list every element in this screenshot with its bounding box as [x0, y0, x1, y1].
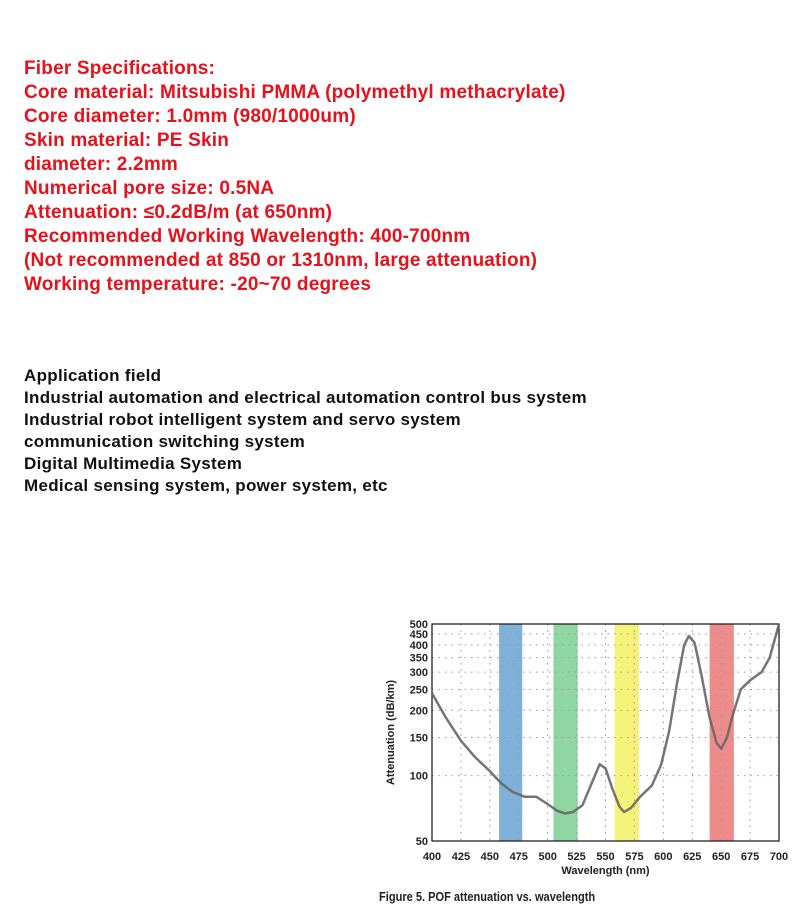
spec-line: Core material: Mitsubishi PMMA (polymethyl methacrylate) — [24, 82, 566, 103]
spec-line: Numerical pore size: 0.5NA — [24, 178, 275, 199]
spec-line: diameter: 2.2mm — [24, 154, 179, 175]
application-line: Digital Multimedia System — [24, 454, 243, 473]
application-line: Application field — [24, 366, 162, 385]
x-tick-label: 675 — [740, 851, 760, 863]
spec-line: Fiber Specifications: — [24, 58, 216, 79]
spec-line: Core diameter: 1.0mm (980/1000um) — [24, 106, 356, 127]
x-tick-label: 425 — [451, 851, 471, 863]
x-tick-label: 600 — [654, 851, 673, 863]
y-tick-label: 450 — [409, 628, 428, 641]
application-line: Industrial robot intelligent system and servo system — [24, 410, 461, 429]
x-tick-label: 625 — [683, 851, 702, 863]
spec-line: Working temperature: -20~70 degrees — [24, 274, 372, 295]
y-tick-label: 100 — [409, 770, 428, 783]
spec-line: Attenuation: ≤0.2dB/m (at 650nm) — [24, 202, 333, 223]
spec-line: Recommended Working Wavelength: 400-700nm — [24, 226, 471, 247]
x-tick-label: 575 — [625, 851, 644, 863]
application-line: communication switching system — [24, 432, 306, 451]
x-axis-label: Wavelength (nm) — [561, 865, 650, 877]
band-yellow — [615, 624, 639, 841]
y-tick-label: 500 — [409, 619, 428, 631]
y-tick-label: 50 — [415, 836, 428, 848]
x-tick-label: 525 — [567, 851, 586, 863]
y-tick-label: 250 — [409, 684, 428, 697]
y-tick-label: 400 — [409, 640, 428, 653]
y-axis-label: Attenuation (dB/km) — [385, 679, 397, 786]
y-tick-label: 150 — [409, 732, 428, 745]
x-tick-label: 500 — [538, 851, 557, 863]
x-tick-label: 700 — [769, 851, 789, 863]
spec-line: Skin material: PE Skin — [24, 130, 230, 151]
x-tick-label: 550 — [596, 851, 615, 863]
figure-caption: Figure 5. POF attenuation vs. wavelength — [379, 889, 596, 904]
application-line: Medical sensing system, power system, etc — [24, 476, 388, 495]
y-tick-label: 350 — [409, 652, 428, 665]
x-tick-label: 450 — [480, 851, 500, 863]
x-tick-label: 475 — [509, 851, 528, 863]
application-line: Industrial automation and electrical automation control bus system — [24, 388, 587, 407]
y-tick-label: 200 — [409, 705, 428, 718]
spec-line: (Not recommended at 850 or 1310nm, large attenuation) — [24, 250, 538, 271]
band-green — [553, 624, 577, 841]
x-tick-label: 650 — [711, 851, 731, 863]
x-tick-label: 400 — [422, 851, 442, 863]
y-tick-label: 300 — [409, 667, 428, 680]
